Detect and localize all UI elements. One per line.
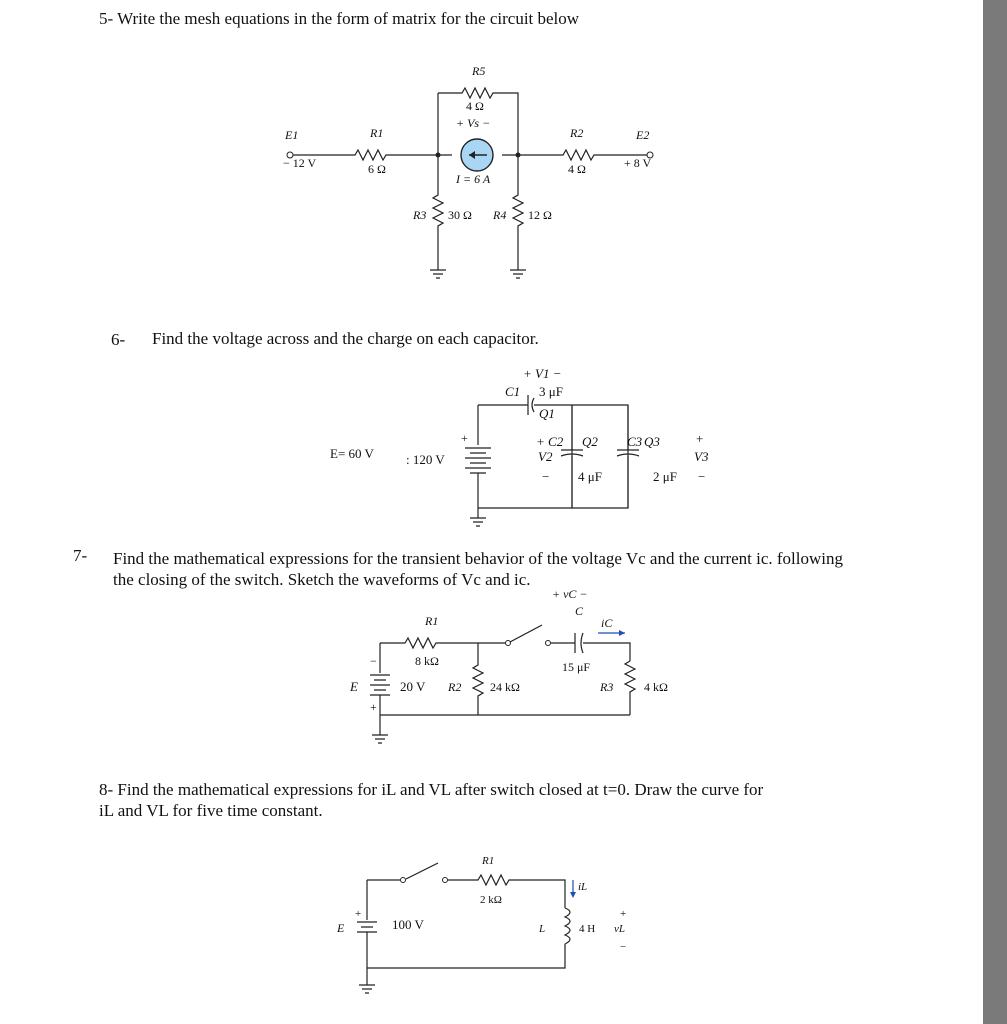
battery-plus: +	[461, 431, 468, 445]
resistor-r1	[448, 875, 565, 908]
battery-plus: +	[355, 908, 362, 920]
v1-label: + V1 −	[523, 366, 562, 381]
vl-minus: −	[620, 941, 627, 953]
capacitor-c	[575, 633, 583, 653]
question-5-title: 5- Write the mesh equations in the form of matrix for the circuit below	[99, 9, 580, 28]
r3-label: R3	[600, 680, 614, 694]
question-8-line2: iL and VL for five time constant.	[99, 801, 323, 820]
il-label: iL	[578, 881, 588, 893]
source-value: : 120 V	[406, 452, 445, 467]
e1-label: E1	[285, 128, 299, 142]
r2-value: 4 Ω	[568, 162, 586, 176]
q1-label: Q1	[539, 406, 555, 421]
battery-minus: −	[370, 654, 377, 668]
r2-label: R2	[448, 680, 462, 694]
question-7-line2: the closing of the switch. Sketch the waveforms of Vc and ic.	[113, 570, 531, 589]
v3-label: V3	[694, 449, 709, 464]
circuit-q7	[330, 585, 690, 755]
resistor-r2	[473, 643, 483, 715]
r1-label: R1	[482, 855, 495, 867]
r1-label: R1	[425, 614, 439, 628]
question-7-line1: Find the mathematical expressions for the transient behavior of the voltage Vc and the current ic. following	[113, 549, 843, 568]
ground-left	[430, 270, 446, 278]
r4-value: 12 Ω	[528, 208, 552, 222]
e2-value: + 8 V	[624, 156, 652, 170]
switch	[406, 863, 438, 879]
question-8-line1: 8- Find the mathematical expressions for iL and VL after switch closed at t=0. Draw the curve for	[99, 780, 764, 799]
r1-value: 8 kΩ	[415, 654, 439, 668]
resistor-r1	[380, 638, 490, 648]
question-6-title: Find the voltage across and the charge on each capacitor.	[152, 329, 539, 348]
capacitor-c3	[617, 405, 639, 508]
ic-label: iC	[601, 616, 613, 630]
ground	[359, 985, 375, 993]
r3-value: 4 kΩ	[644, 680, 668, 694]
r2-value: 24 kΩ	[490, 680, 520, 694]
c3-label: C3	[627, 434, 643, 449]
capacitor-c2	[561, 405, 583, 508]
resistor-r4	[513, 155, 523, 270]
circuit-q5	[280, 55, 680, 295]
c-label: C	[575, 604, 584, 618]
v3-plus: +	[696, 431, 704, 446]
c2-label: + C2	[536, 434, 564, 449]
ground-right	[510, 270, 526, 278]
resistor-r3	[433, 155, 443, 270]
ground	[372, 735, 388, 743]
v2-label: V2	[538, 449, 553, 464]
r4-label: R4	[493, 208, 507, 222]
r2-label: R2	[570, 126, 584, 140]
i-value: I = 6 A	[456, 172, 491, 186]
circuit-q8	[330, 850, 640, 1020]
resistor-r3	[625, 661, 635, 715]
switch	[510, 625, 542, 642]
vl-label: vL	[614, 923, 625, 935]
c2-value: 4 μF	[578, 469, 602, 484]
e-label: E	[350, 679, 358, 694]
q3-label: Q3	[644, 434, 660, 449]
c1-value: 3 μF	[539, 384, 563, 399]
vs-label: + Vs −	[456, 116, 491, 130]
e-note: E= 60 V	[330, 446, 374, 461]
e-value: 100 V	[392, 917, 424, 932]
scrollbar[interactable]	[983, 0, 1007, 1024]
r1-value: 6 Ω	[368, 162, 386, 176]
e1-value: − 12 V	[283, 156, 317, 170]
vc-label: + vC −	[552, 587, 588, 601]
ground	[470, 518, 486, 526]
r3-value: 30 Ω	[448, 208, 472, 222]
l-value: 4 H	[579, 923, 596, 935]
v2-minus: −	[542, 469, 550, 484]
r1-value: 2 kΩ	[480, 894, 502, 906]
e2-label: E2	[636, 128, 650, 142]
question-6-number: 6-	[111, 330, 126, 349]
r3-label: R3	[413, 208, 427, 222]
r5-label: R5	[472, 64, 486, 78]
inductor-l	[565, 908, 570, 944]
e-label: E	[337, 921, 345, 935]
e-value: 20 V	[400, 679, 426, 694]
capacitor-c1	[528, 395, 534, 415]
vl-plus: +	[620, 908, 627, 920]
c1-label: C1	[505, 384, 521, 399]
r5-value: 4 Ω	[466, 99, 484, 113]
v3-minus: −	[698, 469, 706, 484]
question-7-number: 7-	[73, 546, 88, 565]
circuit-q6	[320, 360, 720, 535]
battery-plus: +	[370, 700, 377, 714]
q2-label: Q2	[582, 434, 598, 449]
c-value: 15 μF	[562, 660, 591, 674]
c3-value: 2 μF	[653, 469, 677, 484]
r1-label: R1	[370, 126, 384, 140]
l-label: L	[539, 923, 546, 935]
